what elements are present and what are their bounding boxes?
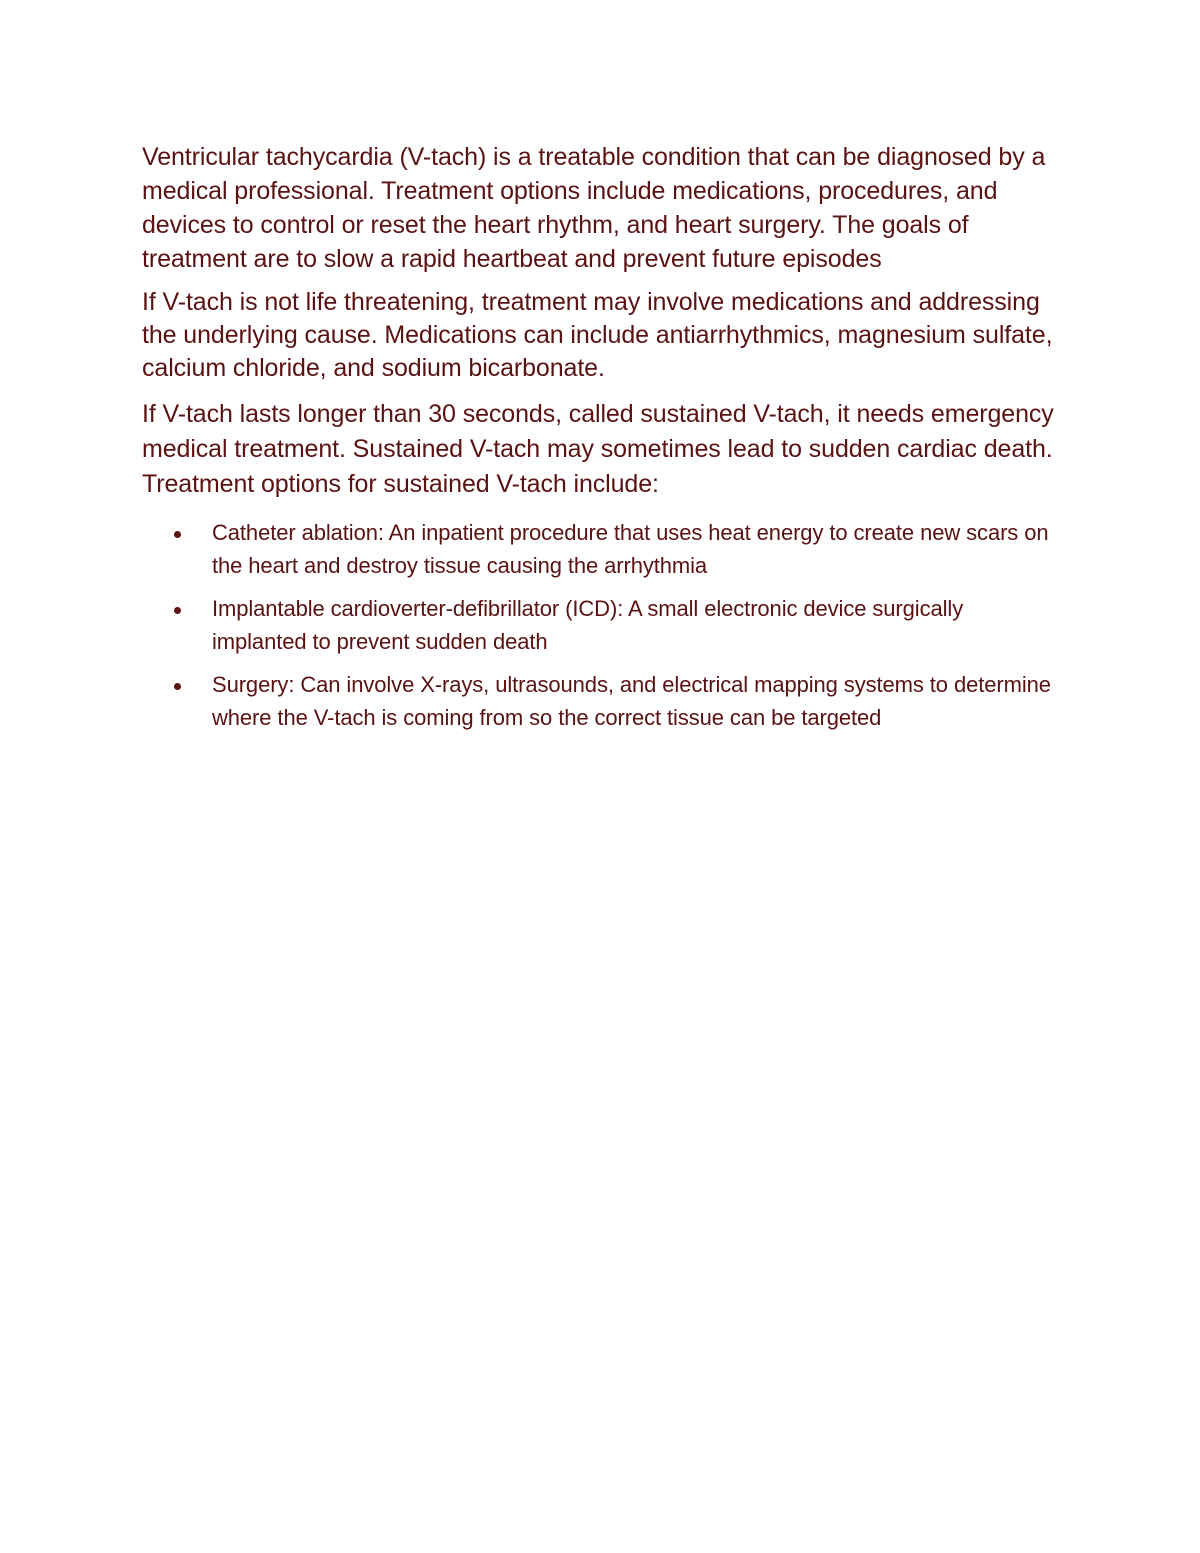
paragraph-sustained-vtach: If V-tach lasts longer than 30 seconds, called sustained V-tach, it needs emergency medical treatment. Sustained V-tach may sometimes lead to sudden cardiac death. Treatment options for sustained V-tach include:	[142, 400, 1054, 498]
paragraph-intro: Ventricular tachycardia (V-tach) is a treatable condition that can be diagnosed by a medical professional. Treatment options include medications, procedures, and devices to control or reset the heart rhythm, and heart surgery. The goals of treatment are to slow a rapid heartbeat and prevent future episodes	[142, 143, 1046, 273]
list-item	[212, 516, 1062, 582]
treatment-options-list	[142, 516, 1062, 734]
list-item-text: Surgery: Can involve X-rays, ultrasounds, and electrical mapping systems to determine where the V-tach is coming from so the correct tissue can be targeted	[212, 672, 1051, 730]
list-item-text: Implantable cardioverter-defibrillator (ICD): A small electronic device surgically implanted to prevent sudden death	[212, 596, 964, 654]
bullet-icon	[174, 531, 181, 538]
bullet-icon	[174, 607, 181, 614]
list-item	[212, 668, 1062, 734]
bullet-icon	[174, 683, 181, 690]
document-page	[142, 140, 1062, 744]
list-item-text: Catheter ablation: An inpatient procedure that uses heat energy to create new scars on the heart and destroy tissue causing the arrhythmia	[212, 520, 1049, 578]
list-item	[212, 592, 1062, 658]
paragraph-non-life-threatening: If V-tach is not life threatening, treatment may involve medications and addressing the underlying cause. Medications can include antiarrhythmics, magnesium sulfate, calcium chloride, and sodium bicarbonate.	[142, 288, 1053, 382]
